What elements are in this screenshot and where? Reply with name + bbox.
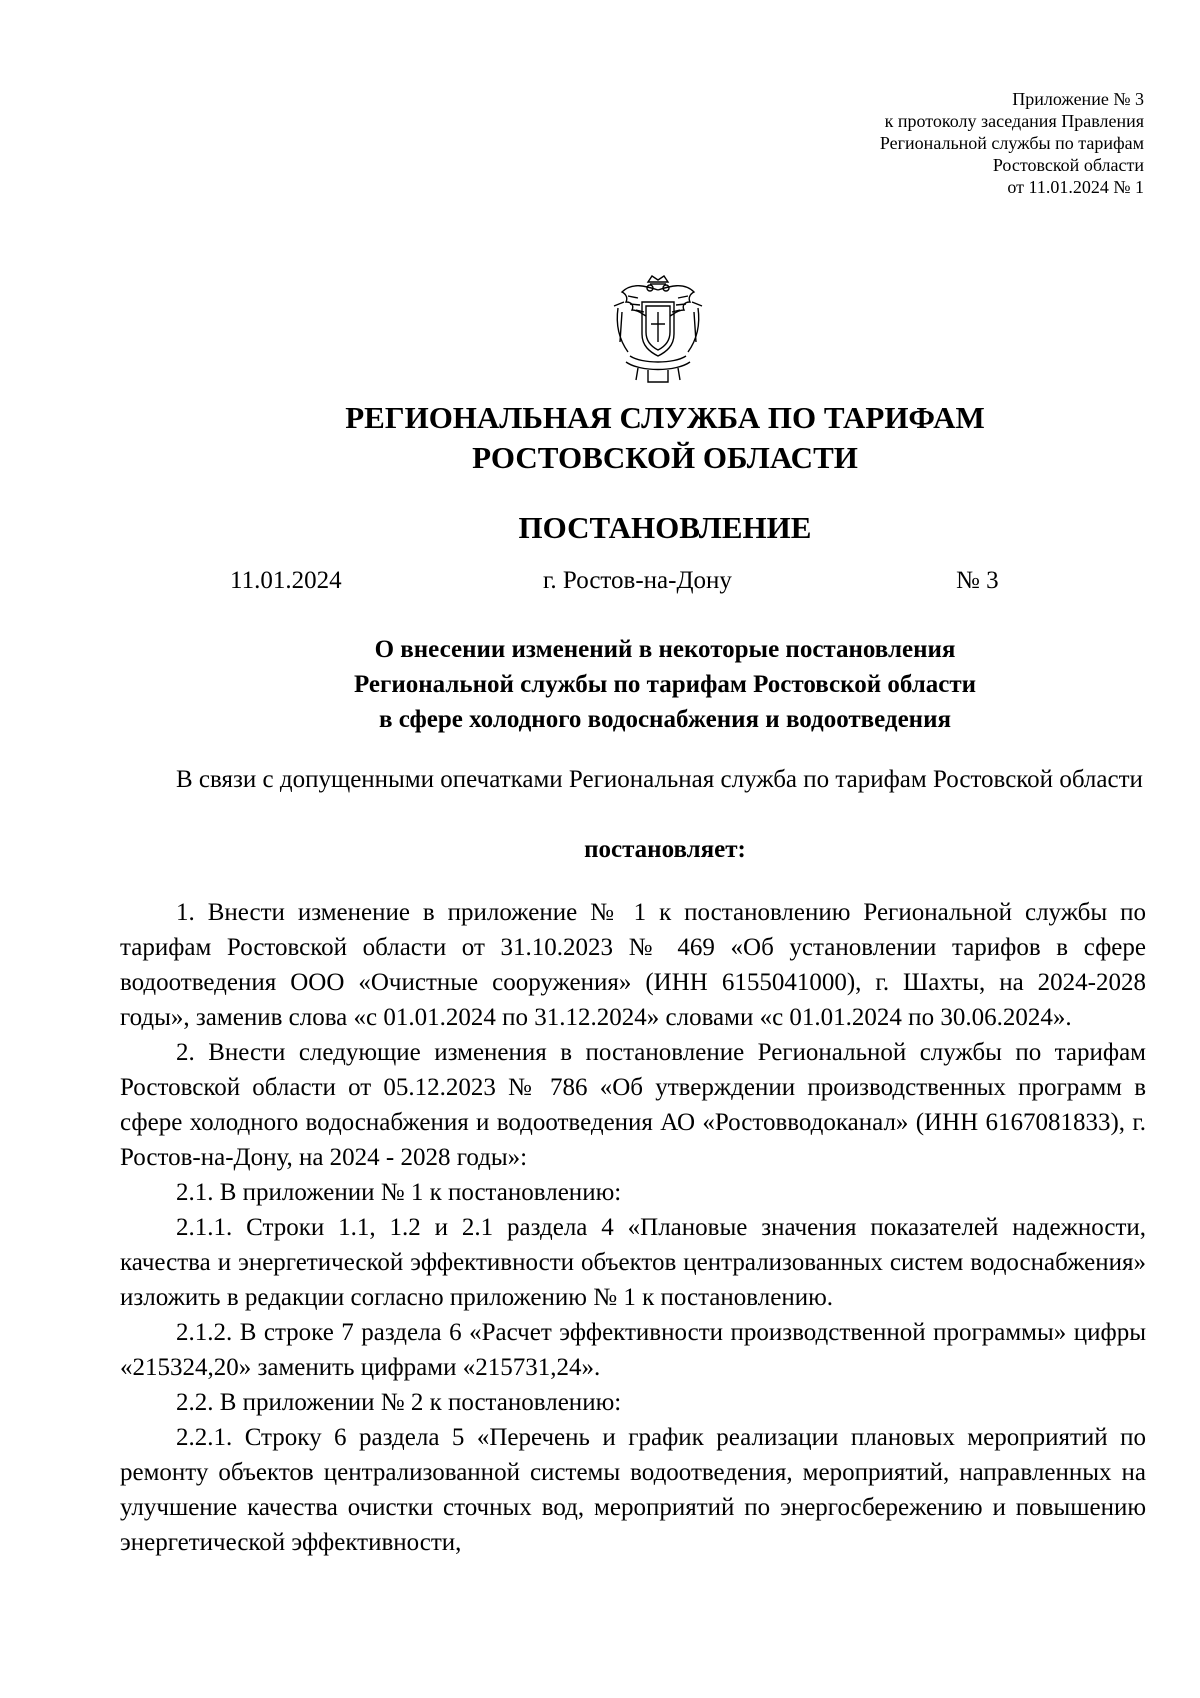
decree-item: 2.1.1. Строки 1.1, 1.2 и 2.1 раздела 4 «Плановые значения показателей надежности, качества и энергетической эффективности объектов централизованных систем водоснабжения» изложить в редакции согласно приложению № 1 к постановлению. [120, 1214, 1146, 1311]
decree-items [120, 895, 1146, 1560]
document-subject [120, 632, 1200, 737]
decree-word: постановляет: [584, 836, 746, 863]
document-date: 11.01.2024 [230, 567, 342, 594]
document-type: ПОСТАНОВЛЕНИЕ [518, 510, 812, 545]
subject-line: в сфере холодного водоснабжения и водоотведения [378, 706, 952, 733]
decree-item: 2.1. В приложении № 1 к постановлению: [176, 1179, 622, 1206]
decree-item: 1. Внести изменение в приложение № 1 к постановлению Региональной службы по тарифам Ростовской области от 31.10.2023 № 469 «Об установлении тарифов в сфере водоотведения ООО «Очистные сооружения» (ИНН 6155041000), г. Шахты, на 2024-2028 годы», заменив слова «с 01.01.2024 по 31.12.2024» словами «с 01.01.2024 по 30.06.2024». [120, 899, 1146, 1031]
subject-line: Региональной службы по тарифам Ростовской области [353, 671, 977, 698]
appendix-line: Приложение № 3 [1012, 89, 1144, 109]
appendix-note [880, 88, 1144, 198]
appendix-line: Ростовской области [992, 155, 1144, 175]
decree-item: 2. Внести следующие изменения в постановление Региональной службы по тарифам Ростовской области от 05.12.2023 № 786 «Об утверждении производственных программ в сфере холодного водоснабжения и водоотведения АО «Ростовводоканал» (ИНН 6167081833), г. Ростов-на-Дону, на 2024 - 2028 годы»: [120, 1039, 1146, 1171]
org-title-line: РОСТОВСКОЙ ОБЛАСТИ [472, 440, 858, 475]
decree-item: 2.2.1. Строку 6 раздела 5 «Перечень и график реализации плановых мероприятий по ремонту объектов централизованной системы водоотведения, мероприятий, направленных на улучшение качества очистки сточных вод, мероприятий по энергосбережению и повышению энергетической эффективности, [120, 1424, 1146, 1556]
decree-item: 2.2. В приложении № 2 к постановлению: [176, 1389, 622, 1416]
appendix-line: к протоколу заседания Правления [884, 111, 1144, 131]
document-number: № 3 [956, 567, 999, 594]
appendix-line: от 11.01.2024 № 1 [1007, 177, 1144, 197]
organization-title [120, 398, 1200, 478]
appendix-line: Региональной службы по тарифам [879, 133, 1144, 153]
intro-text: В связи с допущенными опечатками Региональная служба по тарифам Ростовской области [176, 766, 1143, 793]
document-city: г. Ростов-на-Дону [543, 567, 732, 594]
intro-paragraph [120, 762, 1146, 797]
decree-item: 2.1.2. В строке 7 раздела 6 «Расчет эффективности производственной программы» цифры «215324,20» заменить цифрами «215731,24». [120, 1319, 1146, 1381]
subject-line: О внесении изменений в некоторые постановления [374, 636, 956, 663]
org-title-line: РЕГИОНАЛЬНАЯ СЛУЖБА ПО ТАРИФАМ [345, 400, 985, 435]
coat-of-arms-icon [608, 272, 708, 384]
